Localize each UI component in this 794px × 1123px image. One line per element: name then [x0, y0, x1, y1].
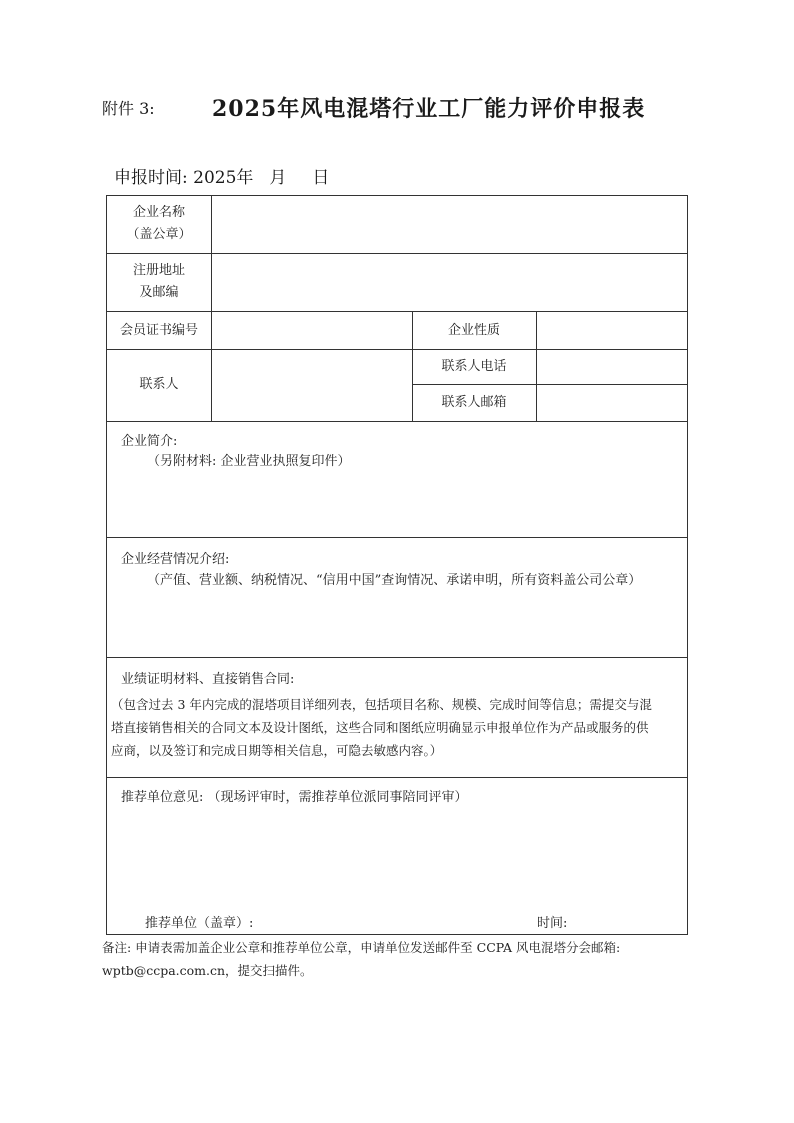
operations-field[interactable]	[107, 591, 687, 656]
operations-title: 企业经营情况介绍:	[121, 552, 230, 567]
contact-phone-field[interactable]	[537, 350, 687, 384]
row-divider	[107, 537, 687, 538]
company-name-label	[107, 202, 211, 246]
company-name-label-line2: （盖公章）	[126, 227, 192, 242]
intro-field[interactable]	[107, 472, 687, 536]
member-cert-field[interactable]	[212, 312, 412, 349]
company-nature-label: 企业性质	[447, 323, 500, 338]
operations-note: （产值、营业额、纳税情况、“信用中国”查询情况、承诺申明，所有资料盖公司公章）	[147, 573, 642, 588]
footnote-line: 备注: 申请表需加盖企业公章和推荐单位公章，申请单位发送邮件至 CCPA 风电混塔分会邮箱:	[102, 940, 621, 955]
intro-title: 企业简介:	[121, 434, 178, 449]
company-name-label-line1: 企业名称	[132, 205, 185, 220]
recommend-unit-label: 推荐单位（盖章）:	[145, 916, 254, 931]
performance-note-line: （包含过去 3 年内完成的混塔项目详细列表，包括项目名称、规模、完成时间等信息；需提交与混	[111, 697, 652, 712]
application-form-table	[106, 195, 688, 935]
contact-field[interactable]	[212, 350, 412, 421]
date-label: 申报时间: 2025年	[114, 168, 254, 188]
footnote-line: wptb@ccpa.com.cn，提交扫描件。	[102, 963, 313, 978]
page-title: 2025年风电混塔行业工厂能力评价申报表	[212, 96, 646, 122]
submission-date-line	[114, 163, 329, 188]
address-label	[107, 260, 211, 304]
address-label-line2: 及邮编	[139, 285, 179, 300]
intro-note: （另附材料: 企业营业执照复印件）	[147, 454, 351, 469]
contact-email-label: 联系人邮箱	[441, 395, 507, 410]
row-divider	[107, 777, 687, 778]
recommend-title: 推荐单位意见: （现场评审时，需推荐单位派同事陪同评审）	[121, 790, 468, 805]
performance-note-line: 应商，以及签订和完成日期等相关信息，可隐去敏感内容。）	[111, 743, 443, 758]
address-field[interactable]	[212, 254, 687, 311]
performance-title: 业绩证明材料、直接销售合同:	[121, 672, 295, 687]
contact-phone-label: 联系人电话	[441, 359, 507, 374]
recommend-field[interactable]	[107, 808, 687, 908]
performance-note	[111, 693, 687, 762]
performance-note-line: 塔直接销售相关的合同文本及设计图纸，这些合同和图纸应明确显示申报单位作为产品或服务的供	[111, 720, 649, 735]
row-divider	[107, 657, 687, 658]
attachment-label: 附件 3:	[102, 99, 155, 118]
member-cert-label: 会员证书编号	[119, 323, 198, 338]
contact-email-field[interactable]	[537, 385, 687, 421]
date-month: 月	[269, 168, 287, 188]
row-divider	[107, 421, 687, 422]
company-name-field[interactable]	[212, 196, 687, 253]
company-nature-field[interactable]	[537, 312, 687, 349]
footnote	[102, 936, 692, 982]
address-label-line1: 注册地址	[132, 263, 185, 278]
date-day: 日	[312, 168, 330, 188]
recommend-time-label: 时间:	[537, 916, 568, 931]
contact-label: 联系人	[139, 377, 179, 392]
